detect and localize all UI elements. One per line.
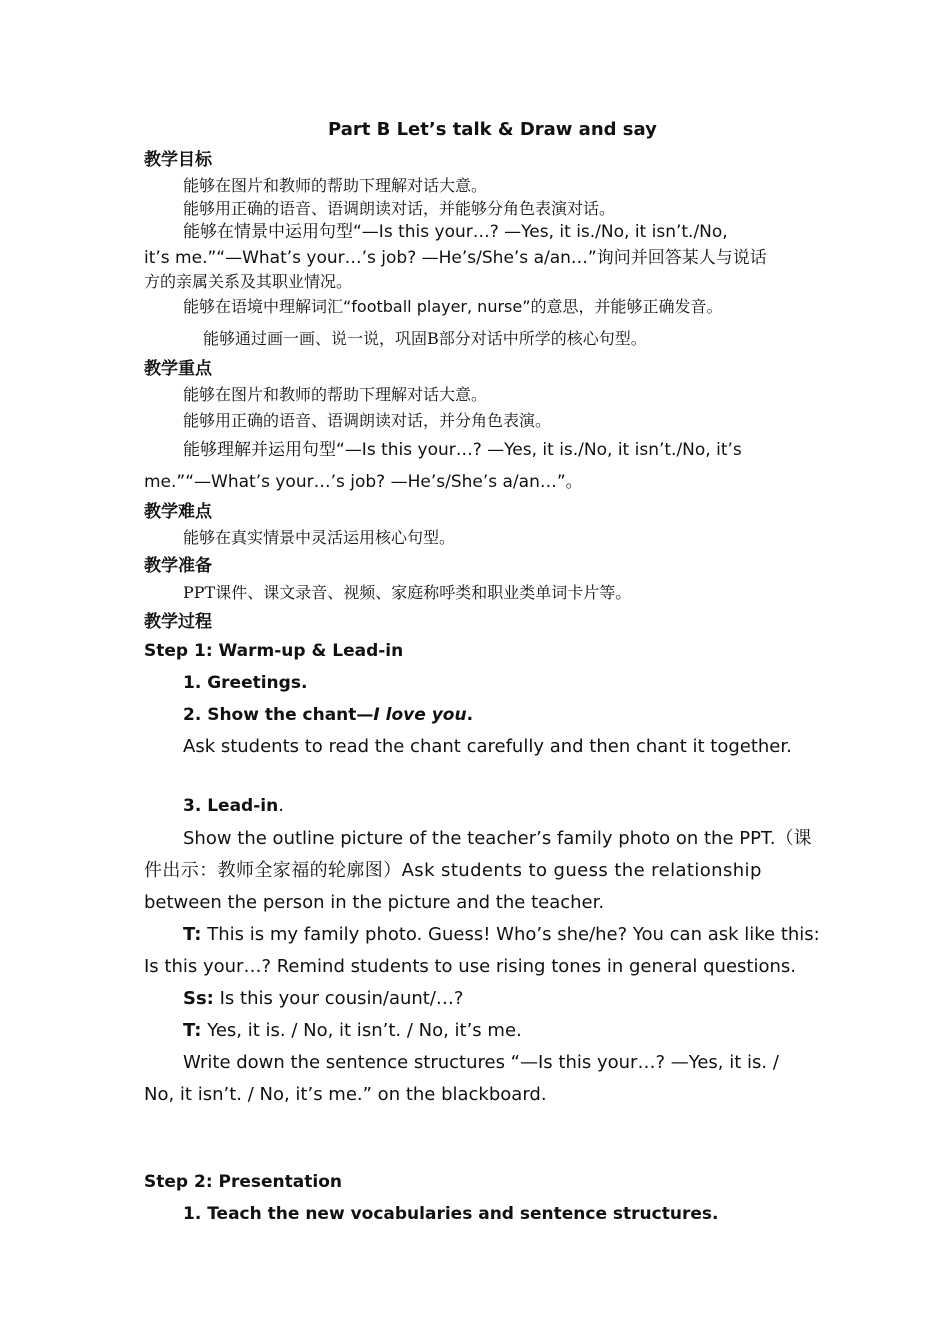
- objective-line: 方的亲属关系及其职业情况。: [144, 272, 353, 291]
- page-title: Part B Let’s talk & Draw and say: [328, 119, 657, 140]
- objective-line: 能够在图片和教师的帮助下理解对话大意。: [183, 176, 488, 195]
- objective-line: 能够用正确的语音、语调朗读对话，并能够分角色表演对话。: [183, 199, 616, 218]
- paragraph-line: between the person in the picture and the teacher.: [144, 892, 605, 913]
- step-item: [183, 703, 473, 727]
- paragraph-line: Write down the sentence structures “—Is this your…? —Yes, it is. /: [183, 1052, 779, 1073]
- dialogue-text: Yes, it is. / No, it isn’t. / No, it’s me.: [201, 1020, 522, 1041]
- dialogue-text: This is my family photo. Guess! Who’s she/he? You can ask like this:: [201, 924, 820, 945]
- step-heading: Step 2: Presentation: [144, 1172, 342, 1192]
- step-item-text: 2. Show the chant—: [183, 705, 374, 725]
- section-heading-objectives: 教学目标: [144, 150, 212, 170]
- section-heading-preparation: 教学准备: [144, 556, 212, 576]
- section-heading-difficulties: 教学难点: [144, 502, 212, 522]
- step-item-text: 3. Lead-in: [183, 796, 279, 816]
- paragraph-line: No, it isn’t. / No, it’s me.” on the blackboard.: [144, 1084, 547, 1105]
- key-point-line: 能够用正确的语音、语调朗读对话，并分角色表演。: [183, 411, 552, 430]
- step-item: [183, 794, 284, 818]
- dialogue-line: [183, 987, 463, 1011]
- dialogue-line: [183, 1019, 522, 1043]
- step-description: Ask students to read the chant carefully and then chant it together.: [183, 736, 792, 757]
- step-item-text: .: [466, 705, 474, 725]
- key-point-line: me.”“—What’s your…’s job? —He’s/She’s a/an…”。: [144, 472, 583, 492]
- key-point-line: 能够在图片和教师的帮助下理解对话大意。: [183, 385, 488, 404]
- step-heading: Step 1: Warm-up & Lead-in: [144, 641, 404, 661]
- chant-title: I love you: [373, 705, 467, 725]
- paragraph-line: Show the outline picture of the teacher’s family photo on the PPT.（课: [183, 828, 812, 849]
- step-item-text: .: [278, 795, 284, 816]
- objective-line: 能够在语境中理解词汇“football player, nurse”的意思，并能够正确发音。: [183, 297, 723, 316]
- section-heading-process: 教学过程: [144, 612, 212, 632]
- difficulty-line: 能够在真实情景中灵活运用核心句型。: [183, 528, 456, 547]
- speaker-teacher: T:: [183, 924, 202, 945]
- objective-line: 能够通过画一画、说一说，巩固B部分对话中所学的核心句型。: [203, 329, 647, 348]
- objective-line: 能够在情景中运用句型“—Is this your…? —Yes, it is./No, it isn’t./No,: [183, 222, 728, 242]
- speaker-students: Ss:: [183, 988, 214, 1009]
- preparation-line: PPT课件、课文录音、视频、家庭称呼类和职业类单词卡片等。: [183, 583, 632, 602]
- dialogue-text: Is this your cousin/aunt/…?: [213, 988, 464, 1009]
- paragraph-line: 件出示：教师全家福的轮廓图）Ask students to guess the relationship: [144, 860, 762, 881]
- key-point-line: 能够理解并运用句型“—Is this your…? —Yes, it is./No, it isn’t./No, it’s: [183, 440, 742, 460]
- step-item: 1. Greetings.: [183, 673, 308, 693]
- paragraph-line: Is this your…? Remind students to use rising tones in general questions.: [144, 956, 796, 977]
- objective-line: it’s me.”“—What’s your…’s job? —He’s/She’s a/an…”询问并回答某人与说话: [144, 248, 767, 268]
- step-item: 1. Teach the new vocabularies and sentence structures.: [183, 1204, 719, 1224]
- speaker-teacher: T:: [183, 1020, 202, 1041]
- dialogue-line: [183, 923, 820, 947]
- section-heading-key-points: 教学重点: [144, 359, 212, 379]
